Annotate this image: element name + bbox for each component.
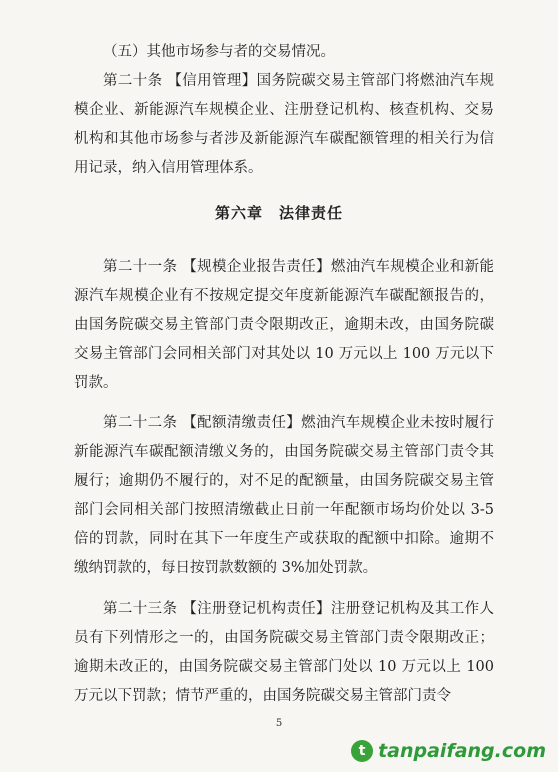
chapter-heading: 第六章 法律责任 bbox=[214, 204, 343, 222]
article-22-paragraph: 第二十二条 【配额清缴责任】燃油汽车规模企业未按时履行新能源汽车碳配额清缴义务的，由国务院碳交易主管部门责令其履行；逾期仍不履行的，对不足的配额量，由国务院碳交易主管部门会同相关部门按照清缴截止日前一年配额市场均价处以 3-5 倍的罚款，同时在其下一年度生产或获取的配额中扣除。逾期不缴纳罚款的，每日按罚款数额的 3%加处罚款。 bbox=[74, 415, 494, 576]
article-21-paragraph: 第二十一条 【规模企业报告责任】燃油汽车规模企业和新能源汽车规模企业有不按规定提交年度新能源汽车碳配额报告的，由国务院碳交易主管部门责令限期改正，逾期未改，由国务院碳交易主管部门会同相关部门对其处以 10 万元以上 100 万元以下罚款。 bbox=[74, 259, 494, 391]
article-23-paragraph: 第二十三条 【注册登记机构责任】注册登记机构及其工作人员有下列情形之一的，由国务院碳交易主管部门责令限期改正；逾期未改正的，由国务院碳交易主管部门处以 10 万元以上 100 万元以下罚款；情节严重的，由国务院碳交易主管部门责令 bbox=[74, 601, 494, 704]
paragraph-item-5: （五）其他市场参与者的交易情况。 bbox=[103, 44, 335, 60]
watermark-text: tanpaifang.com bbox=[378, 740, 546, 762]
page-number: 5 bbox=[275, 718, 283, 729]
article-20-paragraph: 第二十条 【信用管理】国务院碳交易主管部门将燃油汽车规模企业、新能源汽车规模企业、注册登记机构、核查机构、交易机构和其他市场参与者涉及新能源汽车碳配额管理的相关行为信用记录，纳入信用管理体系。 bbox=[74, 73, 494, 176]
tanpaifang-logo-icon: t bbox=[351, 740, 373, 762]
watermark bbox=[351, 740, 546, 762]
